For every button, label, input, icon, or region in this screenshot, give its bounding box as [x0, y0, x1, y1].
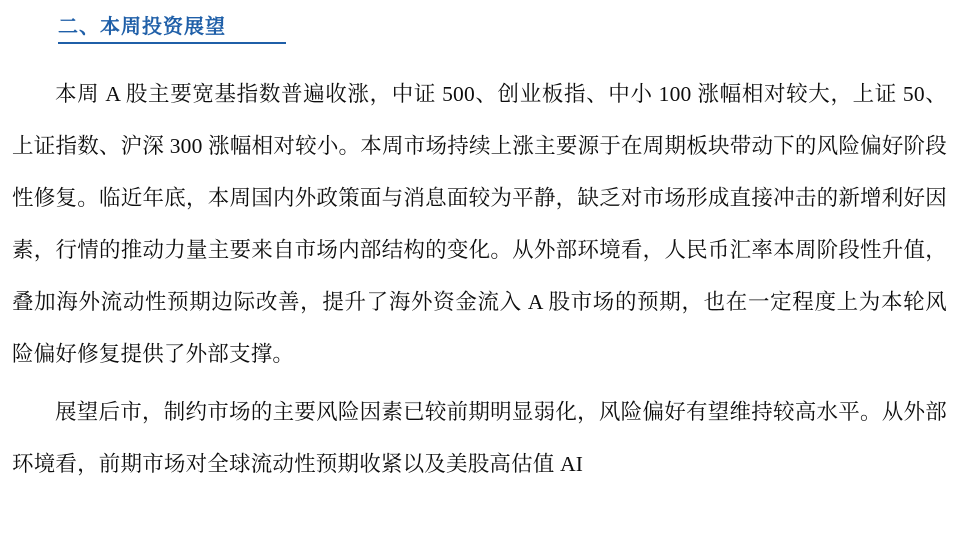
paragraph: 本周 A 股主要宽基指数普遍收涨，中证 500、创业板指、中小 100 涨幅相对较大，上证 50、上证指数、沪深 300 涨幅相对较小。本周市场持续上涨主要源于在周期板块带动下的风险偏好阶段性修复。临近年底，本周国内外政策面与消息面较为平静，缺乏对市场形成直接冲击的新增利好因素，行情的推动力量主要来自市场内部结构的变化。从外部环境看，人民币汇率本周阶段性升值，叠加海外流动性预期边际改善，提升了海外资金流入 A 股市场的预期，也在一定程度上为本轮风险偏好修复提供了外部支撑。: [12, 82, 947, 366]
section-heading: 二、本周投资展望: [58, 14, 226, 38]
document-body: [12, 68, 947, 490]
paragraph: 展望后市，制约市场的主要风险因素已较前期明显弱化，风险偏好有望维持较高水平。从外部环境看，前期市场对全球流动性预期收紧以及美股高估值 AI: [12, 400, 947, 476]
heading-underline: [58, 42, 286, 44]
